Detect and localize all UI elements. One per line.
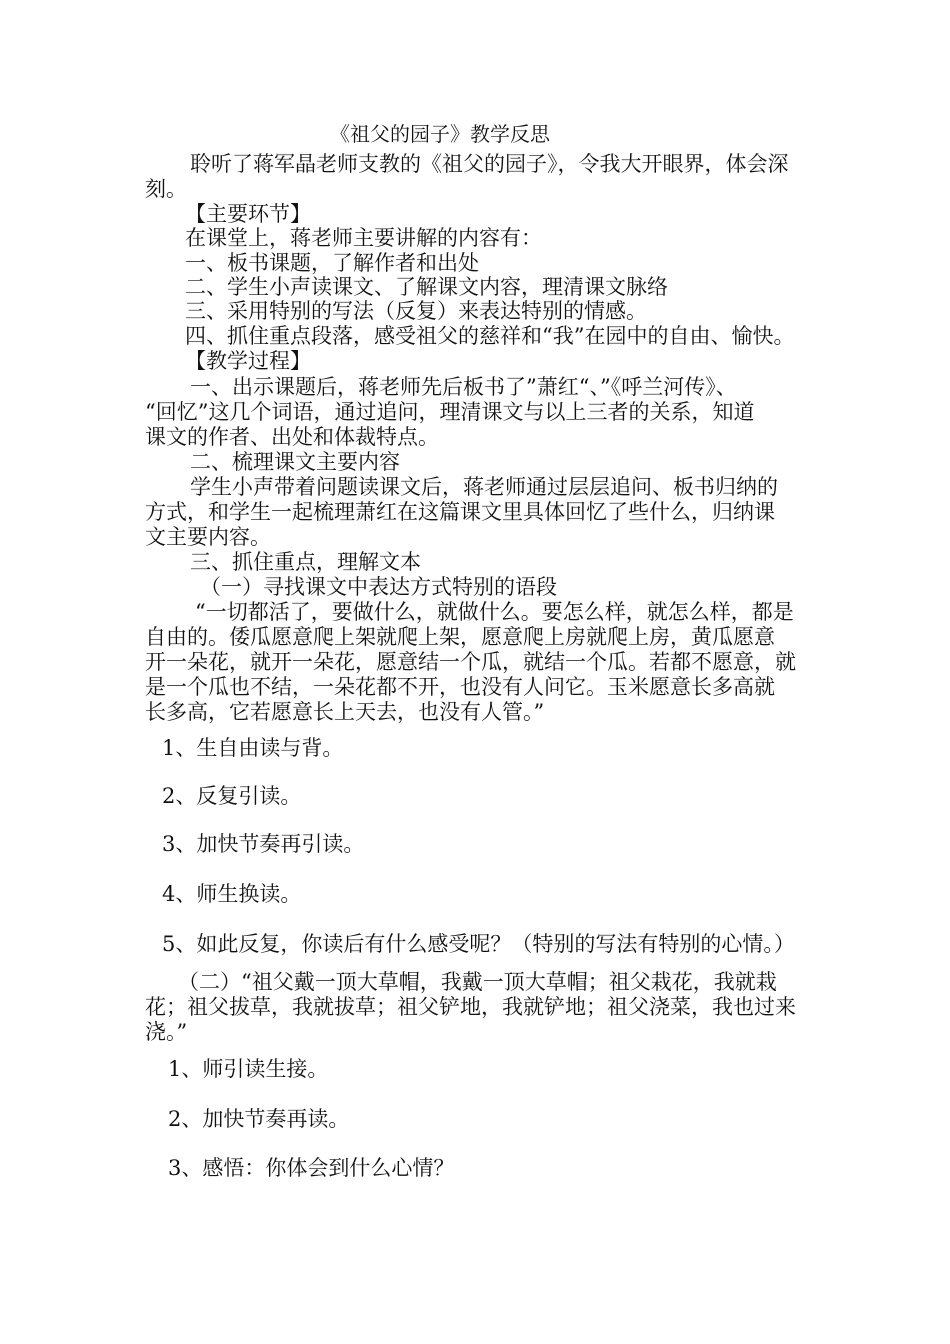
step-item: 2、加快节奏再读。 <box>168 1107 350 1131</box>
step-item: 5、如此反复，你读后有什么感受呢？（特别的写法有特别的心情。） <box>162 932 795 956</box>
paragraph-line: 学生小声带着问题读课文后，蒋老师通过层层追问、板书归纳的 <box>190 475 778 499</box>
subsection-subheading: （一）寻找课文中表达方式特别的语段 <box>200 575 557 599</box>
intro-line: 刻。 <box>145 177 187 201</box>
subsection-heading: 三、抓住重点，理解文本 <box>190 550 421 574</box>
document-title: 《祖父的园子》教学反思 <box>330 122 550 146</box>
paragraph-line: 文主要内容。 <box>145 525 271 549</box>
paragraph-line: 课文的作者、出处和体裁特点。 <box>145 425 439 449</box>
section-heading-process: 【教学过程】 <box>185 349 311 373</box>
step-item: 3、加快节奏再引读。 <box>162 832 365 856</box>
step-item: 2、反复引读。 <box>162 784 302 808</box>
main-item: 二、学生小声读课文、了解课文内容，理清课文脉络 <box>185 275 668 299</box>
step-item: 4、师生换读。 <box>162 882 302 906</box>
paragraph-line: 一、出示课题后，蒋老师先后板书了”萧红“、”《呼兰河传》、 <box>190 375 737 399</box>
quote-line: 开一朵花，就开一朵花，愿意结一个瓜，就结一个瓜。若都不愿意，就 <box>145 650 796 674</box>
main-item: 一、板书课题，了解作者和出处 <box>185 251 479 275</box>
main-intro: 在课堂上，蒋老师主要讲解的内容有： <box>185 226 542 250</box>
paragraph-line: “回忆”这几个词语，通过追问，理清课文与以上三者的关系，知道 <box>145 400 755 424</box>
subsection-heading: 二、梳理课文主要内容 <box>190 450 400 474</box>
quote-line: 自由的。倭瓜愿意爬上架就爬上架，愿意爬上房就爬上房，黄瓜愿意 <box>145 625 775 649</box>
quote-line: 是一个瓜也不结，一朵花都不开，也没有人问它。玉米愿意长多高就 <box>145 675 775 699</box>
paragraph-line: 方式，和学生一起梳理萧红在这篇课文里具体回忆了些什么，归纳课 <box>145 500 775 524</box>
step-item: 1、师引读生接。 <box>168 1057 329 1081</box>
quote-line: “一切都活了，要做什么，就做什么。要怎么样，就怎么样，都是 <box>195 600 794 624</box>
quote-line: 浇。” <box>145 1020 188 1044</box>
main-item: 四、抓住重点段落，感受祖父的慈祥和“我”在园中的自由、愉快。 <box>185 324 795 348</box>
quote-line: 花；祖父拔草，我就拔草；祖父铲地，我就铲地；祖父浇菜，我也过来 <box>145 995 796 1019</box>
main-item: 三、采用特别的写法（反复）来表达特别的情感。 <box>185 299 647 323</box>
section-heading-main: 【主要环节】 <box>185 202 311 226</box>
step-item: 3、感悟：你体会到什么心情？ <box>168 1156 455 1180</box>
quote-line: 长多高，它若愿意长上天去，也没有人管。” <box>145 700 545 724</box>
intro-line: 聆听了蒋军晶老师支教的《祖父的园子》，令我大开眼界，体会深 <box>190 152 789 176</box>
step-item: 1、生自由读与背。 <box>162 736 344 760</box>
quote-line: （二）“祖父戴一顶大草帽，我戴一顶大草帽；祖父栽花，我就栽 <box>178 970 777 994</box>
